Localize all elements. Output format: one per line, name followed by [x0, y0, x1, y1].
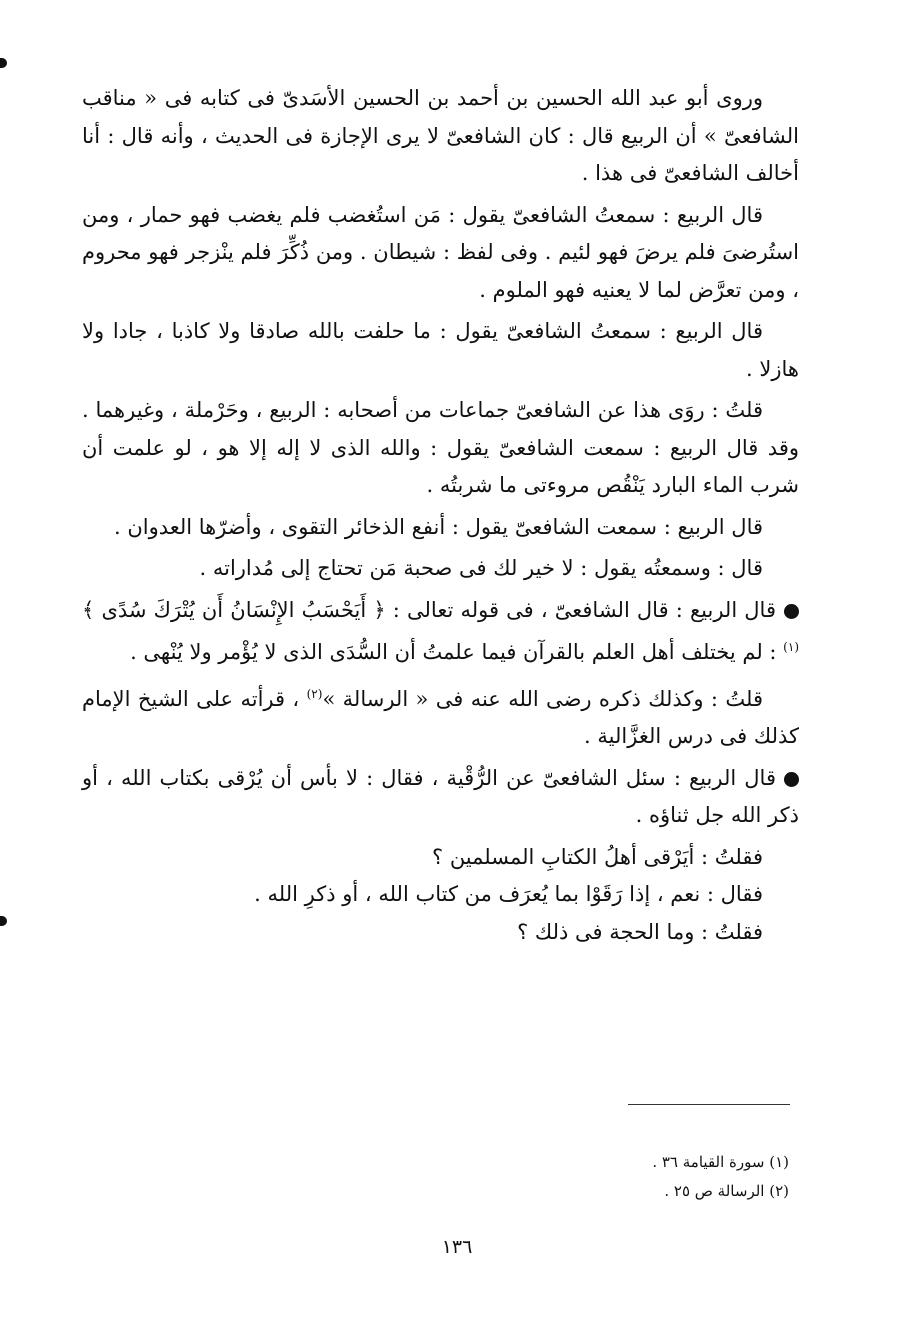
paragraph [82, 676, 799, 756]
page-number: ١٣٦ [441, 1236, 473, 1258]
bullet-text: قال الربيع : سئل الشافعىّ عن الرُّقْية ، فقال : لا بأس أن يُرْقى بكتاب الله ، أو ذكر الله جل ثناؤه . [82, 765, 799, 827]
footnote-separator [628, 1104, 790, 1105]
footnote-ref: (٢) [306, 686, 323, 701]
dialog-line: فقال : نعم ، إذا رَقَوْا بما يُعرَف من كتاب الله ، أو ذكرِ الله . [254, 882, 763, 906]
paragraph: قلتُ : روَى هذا عن الشافعىّ جماعات من أصحابه : الربيع ، وحَرْملة ، وغيرهما . وقد قال الربيع : سمعت الشافعىّ يقول : والله الذى لا إله إلا هو ، لو علمت أن شرب الماء البارد يَنْقُص مروءتى ما شربتُه . [82, 398, 799, 497]
paragraph: قال الربيع : سمعتُ الشافعىّ يقول : ما حلفت بالله صادقا ولا كاذبا ، جادا ولا هازلا . [82, 319, 799, 381]
scan-edge-mark [0, 58, 7, 68]
footnote: (١) سورة القيامة ٣٦ . [652, 1153, 789, 1171]
paragraph: وروى أبو عبد الله الحسين بن أحمد بن الحسين الأسَدىّ فى كتابه فى « مناقب الشافعىّ » أن الربيع قال : كان الشافعىّ لا يرى الإجازة فى الحديث ، وأنه قال : أنا أخالف الشافعىّ فى هذا . [82, 86, 799, 185]
bullet-dot-icon [784, 604, 799, 619]
dialog-line: فقلتُ : وما الحجة فى ذلك ؟ [517, 919, 763, 944]
footnotes [289, 1148, 789, 1206]
paragraph-text: قلتُ : وكذلك ذكره رضى الله عنه فى « الرسالة » [322, 686, 763, 711]
bullet-paragraph [82, 760, 799, 835]
dialog-line: فقلتُ : أيَرْقى أهلُ الكتابِ المسلمين ؟ [432, 844, 763, 869]
footnote-ref: (١) [783, 640, 799, 654]
bullet-paragraph [82, 592, 799, 672]
bullet-text: قال الربيع : قال الشافعىّ ، فى قوله تعالى : ﴿ أَيَحْسَبُ الإِنْسَانُ أَن يُتْرَكَ سُدًى ﴾ [82, 597, 776, 622]
scan-edge-mark [0, 916, 7, 926]
paragraph: قال الربيع : سمعتُ الشافعىّ يقول : مَن استُغضب فلم يغضب فهو حمار ، ومن استُرضىَ فلم يرضَ فهو لئيم . وفى لفظ : شيطان . ومن ذُكِّرَ فلم ينْزجر فهو محروم ، ومن تعرَّض لما لا يعنيه فهو الملوم . [82, 202, 799, 302]
paragraph-text-rest: ، قرأته على الشيخ الإمام كذلك فى درس الغزَّالية . [82, 686, 799, 748]
bullet-text-rest: : لم يختلف أهل العلم بالقرآن فيما علمتُ أن السُّدَى الذى لا يُؤْمر ولا يُنْهى . [130, 640, 784, 664]
main-text [82, 80, 799, 951]
footnote: (٢) الرسالة ص ٢٥ . [664, 1182, 789, 1200]
bullet-dot-icon [784, 772, 799, 787]
paragraph: قال : وسمعتُه يقول : لا خير لك فى صحبة مَن تحتاج إلى مُداراته . [199, 556, 763, 580]
paragraph: قال الربيع : سمعت الشافعىّ يقول : أنفع الذخائر التقوى ، وأضرّها العدوان . [113, 514, 763, 539]
